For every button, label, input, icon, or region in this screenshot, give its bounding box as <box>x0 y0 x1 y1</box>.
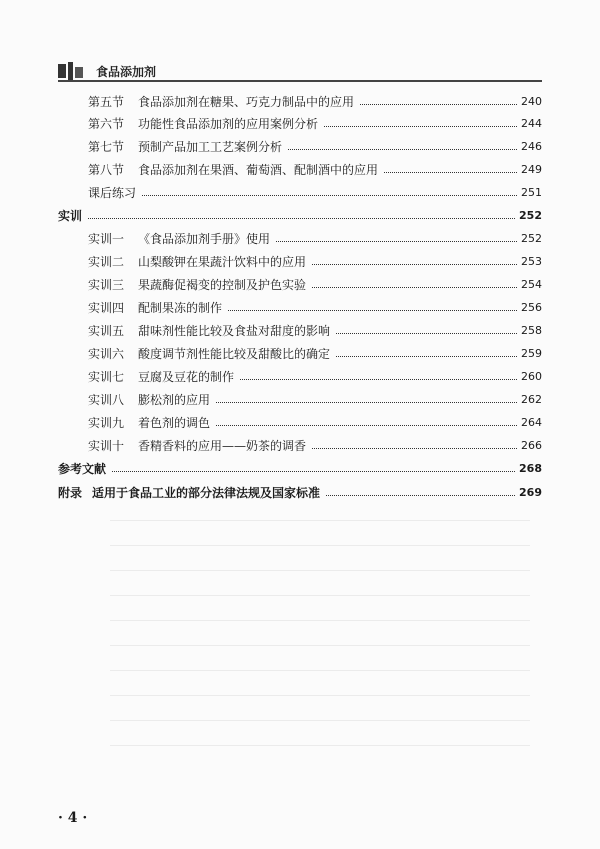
toc-entry-page: 252 <box>521 231 542 245</box>
toc-entry <box>88 228 542 248</box>
toc-entry <box>88 366 542 386</box>
toc-chapter-title: 适用于食品工业的部分法律法规及国家标准 <box>92 485 321 500</box>
toc-entry-label: 实训四 <box>88 300 125 315</box>
header-title: 食品添加剂 <box>96 65 157 79</box>
leader-dots <box>216 425 517 426</box>
leader-dots <box>336 356 517 357</box>
leader-dots <box>216 402 517 403</box>
toc-entry-page: 246 <box>521 139 542 153</box>
toc-entry-label: 课后练习 <box>88 185 137 200</box>
toc-entry-label: 实训五 <box>88 323 125 338</box>
toc-entry-page: 264 <box>521 415 542 429</box>
leader-dots <box>312 448 517 449</box>
toc-entry-page: 258 <box>521 323 542 337</box>
toc-entry-label: 实训二 <box>88 254 125 269</box>
toc-entry-label: 实训六 <box>88 346 125 361</box>
toc-entry-title: 酸度调节剂性能比较及甜酸比的确定 <box>138 346 331 361</box>
toc-entry <box>88 113 542 133</box>
leader-dots <box>326 495 515 496</box>
toc-chapter-label: 参考文献 <box>58 461 107 476</box>
toc-entry-title: 豆腐及豆花的制作 <box>138 369 235 384</box>
toc-entry-label: 第六节 <box>88 116 125 131</box>
toc-entry-label: 实训八 <box>88 392 125 407</box>
leader-dots <box>288 149 517 150</box>
leader-dots <box>240 379 517 380</box>
page-number: · 4 · <box>58 810 88 826</box>
toc-entry-title: 果蔬酶促褐变的控制及护色实验 <box>138 277 307 292</box>
toc-chapter-label: 附录 <box>58 485 83 500</box>
toc-entry-title: 香精香料的应用——奶茶的调香 <box>138 438 307 453</box>
leader-dots <box>276 241 517 242</box>
leader-dots <box>336 333 517 334</box>
leader-dots <box>112 471 515 472</box>
toc-entry-page: 253 <box>521 254 542 268</box>
toc-entry-page: 252 <box>519 208 542 222</box>
toc-entry-label: 第七节 <box>88 139 125 154</box>
toc-entry-page: 259 <box>521 346 542 360</box>
toc-entry <box>88 159 542 179</box>
toc-entry-title: 食品添加剂在糖果、巧克力制品中的应用 <box>138 94 355 109</box>
toc-entry-title: 着色剂的调色 <box>138 415 211 430</box>
toc-entry <box>88 182 542 202</box>
leader-dots <box>312 287 517 288</box>
show-through-texture <box>110 520 530 780</box>
toc-entry-page: 244 <box>521 116 542 130</box>
toc-entry <box>88 435 542 455</box>
toc-entry-title: 配制果冻的制作 <box>138 300 223 315</box>
toc-entry-page: 268 <box>519 461 542 475</box>
leader-dots <box>228 310 517 311</box>
toc-entry-page: 269 <box>519 485 542 499</box>
leader-dots <box>88 218 515 219</box>
toc-entry-label: 第五节 <box>88 94 125 109</box>
toc-entry-page: 249 <box>521 162 542 176</box>
toc-entry <box>88 136 542 156</box>
toc-entry-title: 预制产品加工工艺案例分析 <box>138 139 283 154</box>
toc-entry-page: 266 <box>521 438 542 452</box>
toc-entry-label: 实训一 <box>88 231 125 246</box>
leader-dots <box>324 126 517 127</box>
toc-entry-label: 实训十 <box>88 438 125 453</box>
toc-chapter <box>58 482 542 502</box>
toc-entry-label: 实训三 <box>88 277 125 292</box>
toc-entry-page: 251 <box>521 185 542 199</box>
toc-entry-label: 实训七 <box>88 369 125 384</box>
toc-chapter <box>58 205 542 225</box>
toc-entry <box>88 274 542 294</box>
toc-entry-title: 山梨酸钾在果蔬汁饮料中的应用 <box>138 254 307 269</box>
toc-entry-page: 260 <box>521 369 542 383</box>
toc-entry <box>88 412 542 432</box>
toc-chapter-label: 实训 <box>58 208 83 223</box>
toc-entry-title: 甜味剂性能比较及食盐对甜度的影响 <box>138 323 331 338</box>
toc-entry-page: 256 <box>521 300 542 314</box>
leader-dots <box>142 195 517 196</box>
toc-entry-page: 240 <box>521 94 542 108</box>
toc-entry-label: 实训九 <box>88 415 125 430</box>
toc-entry <box>88 297 542 317</box>
toc-entry-title: 食品添加剂在果酒、葡萄酒、配制酒中的应用 <box>138 162 379 177</box>
leader-dots <box>384 172 517 173</box>
toc-chapter <box>58 458 542 478</box>
toc-entry-title: 《食品添加剂手册》使用 <box>138 231 271 246</box>
toc-entry-title: 功能性食品添加剂的应用案例分析 <box>138 116 319 131</box>
toc-entry-page: 254 <box>521 277 542 291</box>
toc-entry <box>88 320 542 340</box>
toc-entry <box>88 343 542 363</box>
toc-entry <box>88 91 542 111</box>
toc-entry-title: 膨松剂的应用 <box>138 392 211 407</box>
toc-entry-label: 第八节 <box>88 162 125 177</box>
toc-entry-page: 262 <box>521 392 542 406</box>
leader-dots <box>360 104 517 105</box>
toc-entry <box>88 389 542 409</box>
leader-dots <box>312 264 517 265</box>
toc-entry <box>88 251 542 271</box>
